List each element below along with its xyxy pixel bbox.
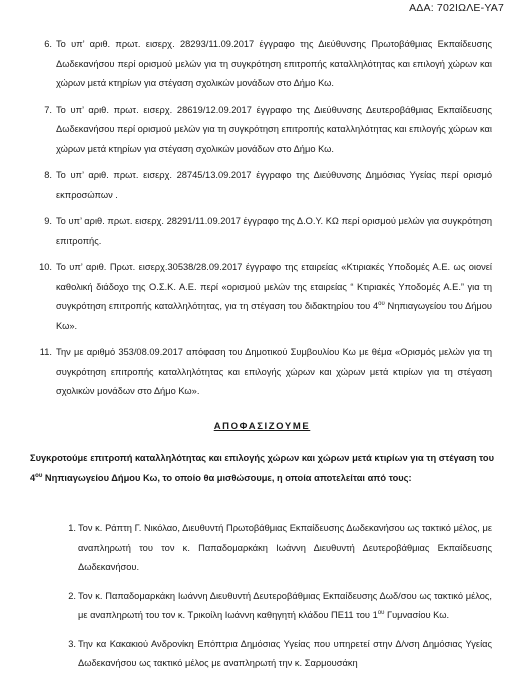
item-number: 10. [39,262,52,272]
item-number: 8. [44,170,52,180]
member-text: Την κα Κακακιού Ανδρονίκη Επόπτρια Δημόσιας Υγείας που υπηρετεί στην Δ/νση Δημόσιας Υγείας Δωδεκανήσου ως τακτικό μέλος με αναπληρωτή την κ. Σαρμουσάκη [78,638,492,668]
ordinal-suffix: ου [35,472,43,479]
item-text-part: Το υπ’ αριθ. Πρωτ. εισερχ.30538/28.09.2017 έγγραφο της εταιρείας «Κτιριακές Υποδομές Α.Ε. ως οιονεί καθολική διάδοχο της Ο.Σ.Κ. Α.Ε. περί «ορισμού μελών της εταιρείας “ Κτιριακές Υποδομές Α.Ε.” για τη συγκρότηση επιτροπής καταλληλότητας, για τη στέγαση του διδακτηρίου του 4 [56,262,492,311]
item-number: 7. [44,104,52,115]
list-item [44,35,492,94]
item-number: 9. [44,216,52,226]
member-item [68,519,492,578]
member-text: Τον κ. Ράπτη Γ. Νικόλαο, Διευθυντή Πρωτοβάθμιας Εκπαίδευσης Δωδεκανήσου ως τακτικό μέλος, με αναπληρωτή του τον κ. Παπαδομαρκάκη Ιωάννη Διευθυντή Δευτεροβάθμιας Εκπαίδευσης Δωδεκανήσου. [78,523,492,572]
member-text-part: Γυμνασίου Κω. [384,610,450,620]
ordinal-suffix: ου [378,300,385,307]
considerations-list [39,35,492,409]
item-text: Το υπ’ αριθ. πρωτ. εισερχ. 28291/11.09.2017 έγγραφο της Δ.Ο.Υ. ΚΩ περί ορισμού μελών για συγκρότηση επιτροπής. [56,216,492,246]
ada-code: ΑΔΑ: 702ΙΩΛΕ-ΥΑ7 [409,2,504,14]
member-item [68,587,492,626]
item-text-part: Νηπιαγωγείου του Δήμου Κω». [56,301,492,331]
item-text: Το υπ’ αριθ. πρωτ. εισερχ. 28293/11.09.2017 έγγραφο της Διεύθυνσης Πρωτοβάθμιας Εκπαίδευσης Δωδεκανήσου περί ορισμού μελών για τη συγκρότηση επιτροπής καταλληλότητας και επιλογή χώρων και χώρων μετά κτηρίων για στέγαση σχολικών μονάδων στο Δήμο Κω. [56,39,492,88]
item-number: 11. [39,347,52,357]
item-text: Την με αριθμό 353/08.09.2017 απόφαση του Δημοτικού Συμβουλίου Κω με θέμα «Ορισμός μελών για τη συγκρότηση επιτροπής καταλληλότητας και επιλογής χώρων και χώρων μετά κτιρίων για τη στέγαση σχολικών μονάδων στο Δήμο Κω». [56,347,492,396]
list-item [39,258,492,336]
item-number: 3. [68,638,76,649]
item-number: 6. [44,39,52,49]
item-number: 2. [68,590,76,601]
intro-text-part: Νηπιαγωγείου Δήμου Κω, το οποίο θα μισθώσουμε, η οποία αποτελείται από τους: [42,472,412,483]
member-item [68,635,492,674]
intro-text-part: Συγκροτούμε επιτροπή καταλληλότητας και επιλογής χώρων και χώρων μετά κτιρίων για τη στέγαση του 4 [30,453,494,483]
item-text: Το υπ’ αριθ. πρωτ. εισερχ. 28619/12.09.2017 έγγραφο της Διεύθυνσης Δευτεροβάθμιας Εκπαίδευσης Δωδεκανήσου περί ορισμού μελών για τη συγκρότηση επιτροπής καταλληλότητας και επιλογής χώρων και χώρων μετά κτηρίων για στέγαση σχολικών μονάδων στο Δήμο Κω. [56,104,492,154]
list-item [44,166,492,205]
decision-heading: ΑΠΟΦΑΣΙΖΟΥΜΕ [213,421,311,432]
member-text-part: Τον κ. Παπαδομαρκάκη Ιωάννη Διευθυντή Δευτεροβάθμιας Εκπαίδευσης Δωδ/σου ως τακτικό μέλος, με αναπληρωτή του τον κ. Τρικοίλη Ιωάννη καθηγητή κλάδου ΠΕ11 του 1 [78,590,492,620]
list-item [39,343,492,402]
member-text [78,587,492,626]
list-item [44,101,492,160]
item-text: Το υπ’ αριθ. πρωτ. εισερχ. 28745/13.09.2017 έγγραφο της Διεύθυνσης Δημόσιας Υγείας περί ορισμό εκπροσώπων . [56,170,492,200]
decision-intro [30,449,494,488]
item-number: 1. [68,523,76,533]
ordinal-suffix: ου [377,609,385,616]
item-text [56,258,492,336]
list-item [44,212,492,251]
committee-members-list [68,519,492,683]
